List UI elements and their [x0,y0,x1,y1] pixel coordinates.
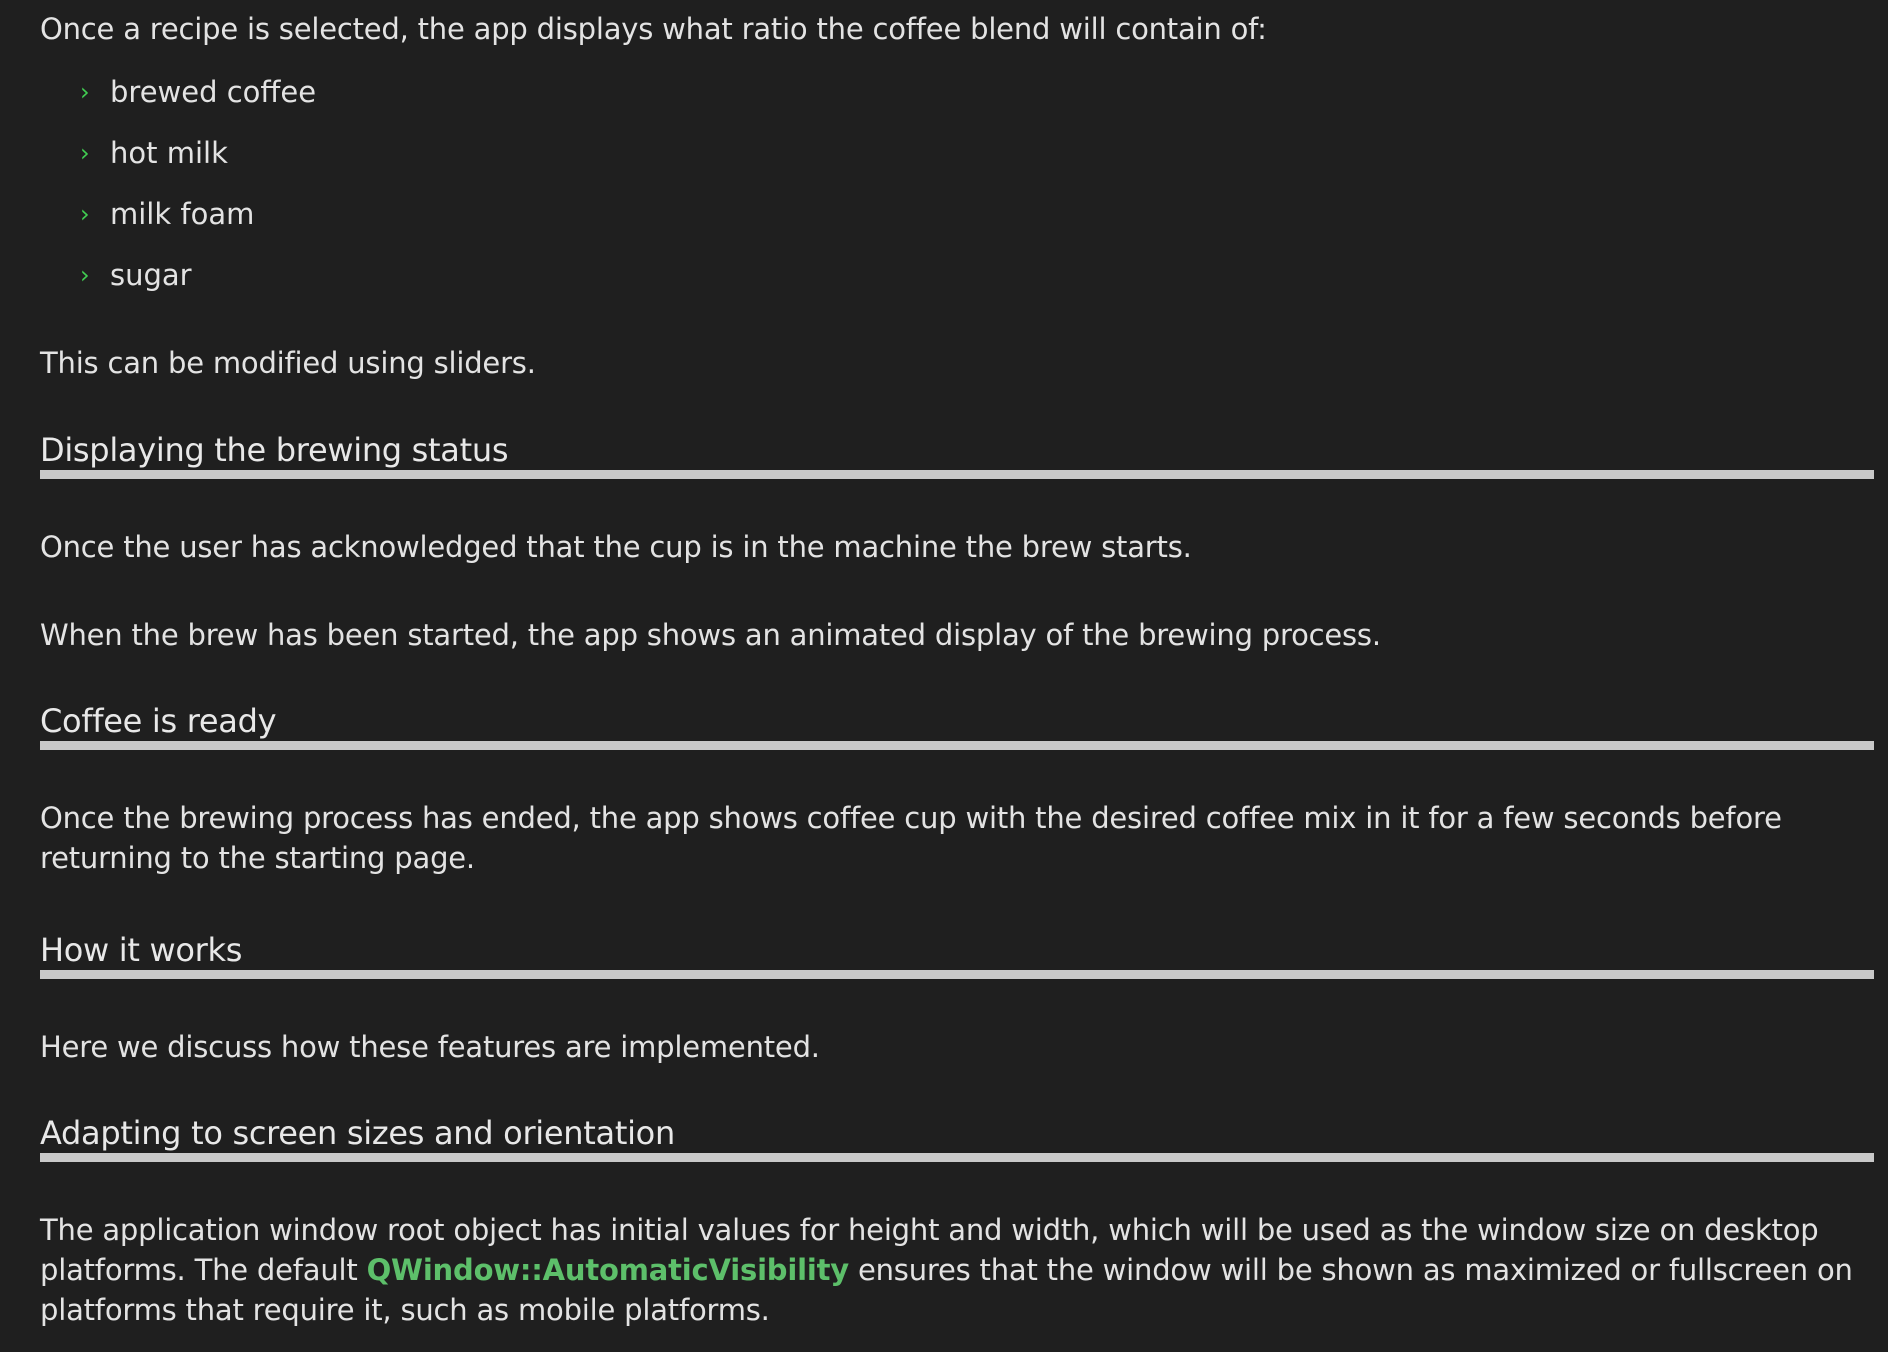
section-title: Coffee is ready [40,702,277,740]
section-heading-adapting [40,1113,1874,1162]
heading-rule [40,741,1874,750]
adapting-text-after: ensures that the window will be shown as maximized or fullscreen on platforms that require it, such as mobile platforms. [40,1253,1853,1327]
heading-rule [40,470,1874,479]
heading-rule [40,1153,1874,1162]
chevron-right-icon: › [80,78,90,106]
list-item [80,72,316,133]
list-item-label: milk foam [110,197,255,231]
section-title: How it works [40,931,243,969]
section-title: Displaying the brewing status [40,431,509,469]
section-heading-how [40,930,1874,979]
list-item-label: sugar [110,258,192,292]
adapting-paragraph [40,1210,1874,1330]
modify-paragraph: This can be modified using sliders. [40,346,536,380]
chevron-right-icon: › [80,261,90,289]
list-item [80,133,316,194]
heading-rule [40,970,1874,979]
list-item-label: brewed coffee [110,75,317,109]
how-paragraph: Here we discuss how these features are implemented. [40,1030,820,1064]
ingredient-list [80,72,316,316]
list-item [80,194,316,255]
chevron-right-icon: › [80,200,90,228]
section-heading-ready [40,701,1874,750]
qwindow-automaticvisibility-link[interactable]: QWindow::AutomaticVisibility [366,1253,849,1287]
brewing-paragraph-2: When the brew has been started, the app shows an animated display of the brewing process. [40,618,1381,652]
chevron-right-icon: › [80,139,90,167]
list-item-label: hot milk [110,136,228,170]
ready-paragraph: Once the brewing process has ended, the app shows coffee cup with the desired coffee mix in it for a few seconds before returning to the starting page. [40,801,1782,875]
intro-paragraph: Once a recipe is selected, the app displays what ratio the coffee blend will contain of: [40,12,1267,46]
brewing-paragraph-1: Once the user has acknowledged that the cup is in the machine the brew starts. [40,530,1192,564]
section-title: Adapting to screen sizes and orientation [40,1114,675,1152]
section-heading-brewing [40,430,1874,479]
list-item [80,255,316,316]
adapting-text-before: The application window root object has initial values for height and width, which will be used as the window size on desktop platforms. The default [40,1213,1819,1287]
